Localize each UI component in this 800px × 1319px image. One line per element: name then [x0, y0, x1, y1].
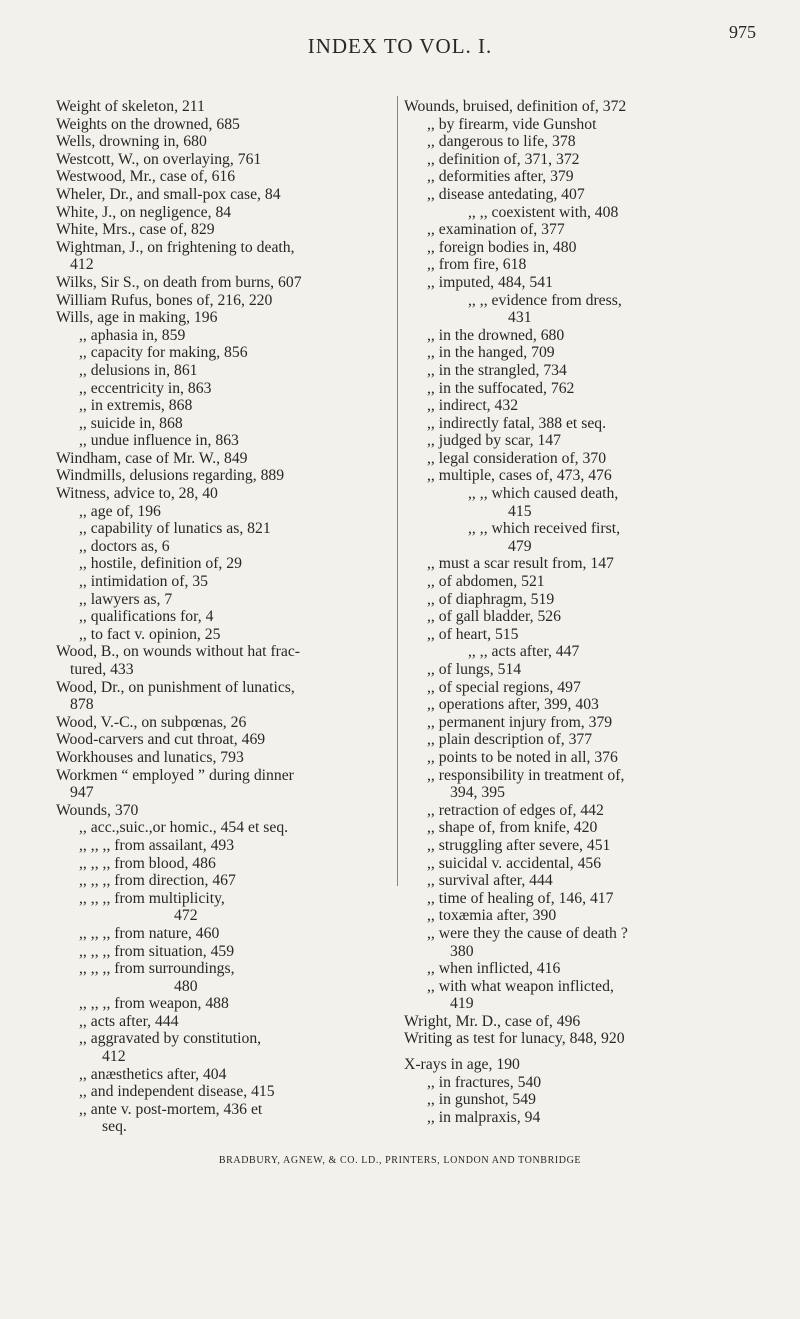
index-entry: ,, age of, 196 [79, 502, 161, 520]
page-header [0, 22, 800, 62]
index-entry: ,, survival after, 444 [427, 872, 553, 890]
index-entry: ,, undue influence in, 863 [79, 432, 239, 450]
index-entry: Wood, Dr., on punishment of lunatics, [56, 678, 295, 696]
index-entry: Wounds, bruised, definition of, 372 [404, 98, 627, 115]
index-entry: ,, intimidation of, 35 [79, 573, 208, 591]
index-entry: 412 [102, 1048, 126, 1066]
index-entry: ,, in extremis, 868 [79, 397, 193, 415]
index-entry: ,, ,, which caused death, [468, 485, 619, 503]
index-entry: ,, must a scar result from, 147 [427, 555, 614, 573]
index-entry: Wheler, Dr., and small-pox case, 84 [56, 185, 281, 203]
index-entry: ,, were they the cause of death ? [427, 924, 628, 942]
index-entry: Westcott, W., on overlaying, 761 [56, 150, 262, 168]
index-entry: ,, ,, acts after, 447 [468, 643, 580, 661]
page-number: 975 [729, 22, 756, 42]
index-entry: Weight of skeleton, 211 [56, 98, 205, 115]
index-entry: 878 [70, 696, 94, 714]
index-entry: ,, in the hanged, 709 [427, 344, 555, 362]
index-entry: ,, ,, ,, from blood, 486 [79, 854, 216, 872]
index-entry: ,, in the strangled, 734 [427, 361, 567, 379]
index-entry: ,, multiple, cases of, 473, 476 [427, 467, 612, 485]
index-entry: Weights on the drowned, 685 [56, 115, 240, 133]
index-entry: ,, qualifications for, 4 [79, 608, 214, 626]
index-entry: tured, 433 [70, 661, 134, 678]
index-entry: ,, acc.,suic.,or homic., 454 et seq. [79, 819, 289, 837]
index-entry: X-rays in age, 190 [404, 1056, 520, 1074]
index-entry: ,, lawyers as, 7 [79, 590, 173, 608]
index-entry: ,, capability of lunatics as, 821 [79, 520, 271, 538]
index-entry: 431 [508, 309, 532, 327]
index-entry: ,, disease antedating, 407 [427, 185, 585, 203]
index-entry: ,, of gall bladder, 526 [427, 608, 561, 626]
index-entry: ,, eccentricity in, 863 [79, 379, 212, 397]
index-entry: ,, ,, coexistent with, 408 [468, 203, 619, 221]
index-column-right [404, 98, 766, 1126]
index-entry: ,, examination of, 377 [427, 221, 565, 239]
index-column-left [56, 98, 396, 1136]
index-entry: ,, indirectly fatal, 388 et seq. [427, 414, 607, 432]
index-entry: ,, ,, ,, from surroundings, [79, 960, 235, 978]
index-entry: ,, ,, ,, from nature, 460 [79, 924, 220, 942]
index-entry: ,, of lungs, 514 [427, 661, 522, 678]
index-entry: seq. [102, 1118, 127, 1136]
index-entry: ,, ,, ,, from multiplicity, [79, 889, 225, 907]
index-entry: ,, legal consideration of, 370 [427, 449, 607, 467]
page-title: INDEX TO VOL. I. [307, 34, 493, 58]
index-entry: Wilks, Sir S., on death from burns, 607 [56, 273, 302, 291]
index-entry: White, J., on negligence, 84 [56, 203, 232, 221]
index-entry: 479 [508, 537, 532, 555]
index-entry: ,, and independent disease, 415 [79, 1083, 275, 1101]
index-entry: ,, imputed, 484, 541 [427, 273, 553, 291]
index-entry: Workmen “ employed ” during dinner [56, 766, 294, 784]
index-entry: ,, toxæmia after, 390 [427, 907, 557, 925]
index-entry: 394, 395 [450, 784, 505, 802]
index-entry: 472 [174, 907, 198, 925]
index-entry: ,, operations after, 399, 403 [427, 696, 599, 714]
index-entry: ,, to fact v. opinion, 25 [79, 625, 221, 643]
index-entry: ,, of diaphragm, 519 [427, 590, 555, 608]
index-entry: ,, in the drowned, 680 [427, 326, 565, 344]
index-entry: Witness, advice to, 28, 40 [56, 485, 218, 503]
index-entry: ,, plain description of, 377 [427, 731, 593, 749]
index-entry: ,, ,, ,, from weapon, 488 [79, 995, 229, 1013]
index-entry: Wightman, J., on frightening to death, [56, 238, 295, 256]
index-entry: ,, permanent injury from, 379 [427, 713, 613, 731]
index-entry: Wood-carvers and cut throat, 469 [56, 731, 266, 749]
index-entry: ,, of special regions, 497 [427, 678, 581, 696]
index-entry: White, Mrs., case of, 829 [56, 221, 215, 239]
index-entry: ,, definition of, 371, 372 [427, 150, 580, 168]
index-entry: ,, suicidal v. accidental, 456 [427, 854, 602, 872]
index-entry: ,, suicide in, 868 [79, 414, 183, 432]
index-entry: 480 [174, 977, 198, 995]
index-entry: Wounds, 370 [56, 801, 139, 819]
index-entry: ,, deformities after, 379 [427, 168, 574, 186]
index-entry: ,, in malpraxis, 94 [427, 1108, 541, 1126]
index-entry: Windham, case of Mr. W., 849 [56, 449, 248, 467]
index-entry: ,, retraction of edges of, 442 [427, 801, 604, 819]
index-entry: ,, capacity for making, 856 [79, 344, 248, 362]
index-entry: 415 [508, 502, 532, 520]
index-entry: ,, delusions in, 861 [79, 361, 198, 379]
index-entry: ,, judged by scar, 147 [427, 432, 561, 450]
index-entry: ,, aggravated by constitution, [79, 1030, 262, 1048]
index-entry: ,, ,, evidence from dress, [468, 291, 622, 309]
index-entry: ,, acts after, 444 [79, 1012, 179, 1030]
index-entry: ,, foreign bodies in, 480 [427, 238, 577, 256]
index-entry: Wright, Mr. D., case of, 496 [404, 1012, 581, 1030]
index-entry: ,, by firearm, vide Gunshot [427, 115, 597, 133]
index-entry: ,, struggling after severe, 451 [427, 836, 611, 854]
index-entry: ,, ,, ,, from assailant, 493 [79, 836, 235, 854]
index-entry: ,, doctors as, 6 [79, 537, 170, 555]
printer-imprint: BRADBURY, AGNEW, & CO. LD., PRINTERS, LONDON AND TONBRIDGE [218, 1155, 582, 1166]
index-entry: ,, anæsthetics after, 404 [79, 1065, 227, 1083]
index-entry: Westwood, Mr., case of, 616 [56, 168, 236, 186]
index-entry: ,, of heart, 515 [427, 625, 519, 643]
index-entry: ,, when inflicted, 416 [427, 960, 561, 978]
index-entry: ,, indirect, 432 [427, 397, 519, 415]
index-entry: Windmills, delusions regarding, 889 [56, 467, 285, 485]
index-entry: ,, responsibility in treatment of, [427, 766, 625, 784]
index-entry: Writing as test for lunacy, 848, 920 [404, 1030, 625, 1048]
index-entry: William Rufus, bones of, 216, 220 [56, 291, 273, 309]
index-entry: 380 [450, 942, 474, 960]
index-entry: ,, in the suffocated, 762 [427, 379, 575, 397]
index-entry: ,, of abdomen, 521 [427, 573, 545, 591]
index-entry: ,, shape of, from knife, 420 [427, 819, 598, 837]
index-entry: ,, ,, ,, from direction, 467 [79, 872, 236, 890]
index-entry: Wells, drowning in, 680 [56, 133, 207, 151]
index-entry: 419 [450, 995, 474, 1013]
index-entry: ,, ante v. post-mortem, 436 et [79, 1100, 263, 1118]
index-entry: ,, from fire, 618 [427, 256, 527, 274]
index-entry: ,, time of healing of, 146, 417 [427, 889, 614, 907]
index-entry: ,, points to be noted in all, 376 [427, 748, 618, 766]
index-entry: Wills, age in making, 196 [56, 309, 218, 327]
index-entry: ,, in gunshot, 549 [427, 1091, 536, 1109]
index-entry: Wood, V.-C., on subpœnas, 26 [56, 713, 247, 731]
index-entry: Wood, B., on wounds without hat frac- [56, 643, 301, 661]
index-entry: ,, ,, ,, from situation, 459 [79, 942, 235, 960]
index-entry: 947 [70, 784, 94, 802]
index-entry: ,, dangerous to life, 378 [427, 133, 576, 151]
index-entry: ,, ,, which received first, [468, 520, 621, 538]
column-divider [397, 96, 398, 886]
index-entry: ,, with what weapon inflicted, [427, 977, 614, 995]
index-entry: ,, in fractures, 540 [427, 1073, 542, 1091]
index-entry: 412 [70, 256, 94, 274]
index-entry: ,, hostile, definition of, 29 [79, 555, 242, 573]
index-entry: Workhouses and lunatics, 793 [56, 748, 244, 766]
index-entry: ,, aphasia in, 859 [79, 326, 186, 344]
